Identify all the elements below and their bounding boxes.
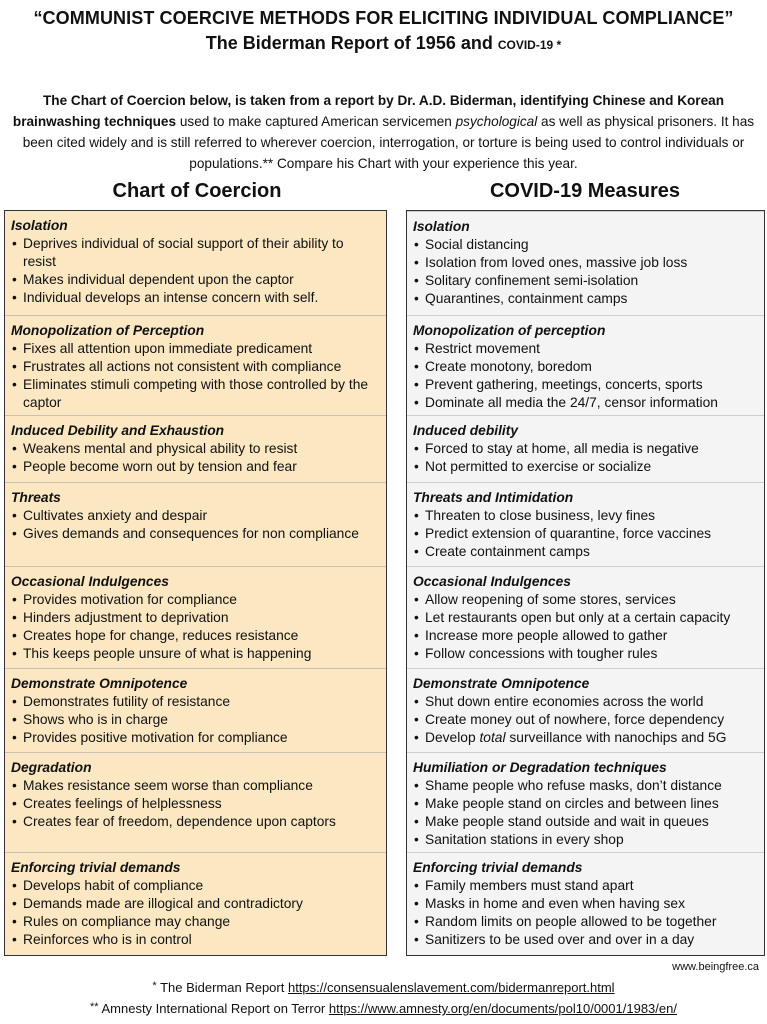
bullet-item: • Rules on compliance may change	[11, 913, 380, 931]
footnote-2-text: Amnesty International Report on Terror	[98, 1001, 329, 1016]
bullet-item: • Makes resistance seem worse than compliance	[11, 777, 380, 795]
bullet-item: • Weakens mental and physical ability to resist	[11, 440, 380, 458]
section-title: Induced Debility and Exhaustion	[11, 423, 225, 438]
bullet-item: • Allow reopening of some stores, services	[413, 591, 758, 609]
footnote-2-link[interactable]: https://www.amnesty.org/en/documents/pol10/0001/1983/en/	[328, 1001, 677, 1016]
footnote-1-text: The Biderman Report	[156, 980, 288, 995]
footnote-1-link[interactable]: https://consensualenslavement.com/bidermanreport.html	[287, 980, 615, 995]
bullet-item: • Reinforces who is in control	[11, 931, 380, 949]
left-section	[5, 415, 386, 476]
footnote-2-mark: **	[90, 1001, 99, 1013]
subtitle-main: The Biderman Report of 1956 and	[205, 33, 498, 53]
bullet-item: • Gives demands and consequences for non compliance	[11, 525, 380, 543]
bullet-item: • Demands made are illogical and contradictory	[11, 895, 380, 913]
bullet-item: • Dominate all media the 24/7, censor information	[413, 394, 758, 412]
bullet-item: • Family members must stand apart	[413, 877, 758, 895]
right-section	[407, 668, 764, 747]
section-title: Occasional Indulgences	[11, 574, 169, 589]
footnote-2	[0, 1001, 767, 1016]
bullet-list	[5, 507, 386, 543]
bullet-item: • Sanitation stations in every shop	[413, 831, 758, 849]
bullet-item: • Provides positive motivation for compliance	[11, 729, 380, 747]
bullet-item: • Shame people who refuse masks, don’t distance	[413, 777, 758, 795]
bullet-item: • Sanitizers to be used over and over in a day	[413, 931, 758, 949]
covid-measures-panel	[406, 210, 765, 956]
bullet-list	[5, 591, 386, 663]
section-title: Threats and Intimidation	[413, 490, 574, 505]
bullet-list	[5, 440, 386, 476]
bullet-item: • Make people stand outside and wait in queues	[413, 813, 758, 831]
intro-text-2: as well as physical prisoners. It has been cited widely and is still referred to wherever coercion, interrogation, or torture is being used to control individuals or populations.** Compare his Chart with your experience this year.	[22, 114, 755, 171]
bullet-item: • Eliminates stimuli competing with those controlled by the captor	[11, 376, 380, 412]
bullet-item: • Create money out of nowhere, force dependency	[413, 711, 758, 729]
left-section	[5, 211, 386, 307]
bullet-list	[407, 440, 764, 476]
right-section	[407, 315, 764, 412]
section-title: Enforcing trivial demands	[11, 860, 181, 875]
section-title: Isolation	[413, 219, 470, 234]
bullet-item: • This keeps people unsure of what is happening	[11, 645, 380, 663]
bullet-item: • Create containment camps	[413, 543, 758, 561]
right-section	[407, 482, 764, 561]
bullet-item: • Create monotony, boredom	[413, 358, 758, 376]
bullet-list	[407, 777, 764, 849]
bullet-item: • Frustrates all actions not consistent with compliance	[11, 358, 380, 376]
bullet-item: • Shut down entire economies across the world	[413, 693, 758, 711]
right-section	[407, 415, 764, 476]
bullet-item: • Forced to stay at home, all media is negative	[413, 440, 758, 458]
subtitle	[0, 33, 767, 54]
footnote-1	[0, 980, 767, 995]
intro-bold: The Chart of Coercion below, is taken from a report by Dr. A.D. Biderman, identifying Chinese and Korean brainwashing techniques	[12, 93, 725, 129]
right-section	[407, 752, 764, 849]
subtitle-covid: COVID-19	[497, 38, 554, 52]
bullet-item: • Demonstrates futility of resistance	[11, 693, 380, 711]
section-title: Induced debility	[413, 423, 519, 438]
section-title: Monopolization of perception	[413, 323, 606, 338]
bullet-item: • Develop total surveillance with nanochips and 5G	[413, 729, 758, 747]
bullet-item: • Follow concessions with tougher rules	[413, 645, 758, 663]
bullet-item: • Deprives individual of social support of their ability to resist	[11, 235, 380, 271]
bullet-item: • Shows who is in charge	[11, 711, 380, 729]
intro-italic: psychological	[455, 114, 538, 129]
section-title: Isolation	[11, 218, 68, 233]
left-section	[5, 752, 386, 831]
bullet-list	[407, 693, 764, 747]
bullet-item: • Random limits on people allowed to be together	[413, 913, 758, 931]
bullet-item: • Provides motivation for compliance	[11, 591, 380, 609]
subtitle-footnote-mark: *	[553, 38, 562, 52]
bullet-list	[5, 340, 386, 412]
left-section	[5, 315, 386, 412]
bullet-item: • Not permitted to exercise or socialize	[413, 458, 758, 476]
bullet-item: • Individual develops an intense concern with self.	[11, 289, 380, 307]
section-title: Humiliation or Degradation techniques	[413, 760, 667, 775]
section-title: Occasional Indulgences	[413, 574, 571, 589]
right-section	[407, 211, 764, 308]
bullet-item: • Increase more people allowed to gather	[413, 627, 758, 645]
bullet-item: • Hinders adjustment to deprivation	[11, 609, 380, 627]
bullet-item: • Prevent gathering, meetings, concerts, sports	[413, 376, 758, 394]
bullet-item: • Let restaurants open but only at a certain capacity	[413, 609, 758, 627]
bullet-list	[407, 507, 764, 561]
main-title: “COMMUNIST COERCIVE METHODS FOR ELICITING INDIVIDUAL COMPLIANCE”	[33, 8, 734, 28]
section-title: Demonstrate Omnipotence	[11, 676, 188, 691]
bullet-item: • Masks in home and even when having sex	[413, 895, 758, 913]
left-section	[5, 566, 386, 663]
bullet-item: • Quarantines, containment camps	[413, 290, 758, 308]
right-section	[407, 566, 764, 663]
bullet-item: • Restrict movement	[413, 340, 758, 358]
bullet-list	[407, 340, 764, 412]
bullet-list	[5, 877, 386, 949]
left-section	[5, 668, 386, 747]
bullet-item: • Makes individual dependent upon the captor	[11, 271, 380, 289]
intro-text-1: used to make captured American servicemen	[176, 114, 456, 129]
bullet-item: • Threaten to close business, levy fines	[413, 507, 758, 525]
bullet-item: • Creates fear of freedom, dependence upon captors	[11, 813, 380, 831]
intro-paragraph	[6, 90, 761, 174]
bullet-item: • Solitary confinement semi-isolation	[413, 272, 758, 290]
bullet-list	[407, 236, 764, 308]
section-title: Enforcing trivial demands	[413, 860, 583, 875]
left-section	[5, 852, 386, 949]
bullet-item: • Predict extension of quarantine, force vaccines	[413, 525, 758, 543]
bullet-item: • Creates feelings of helplessness	[11, 795, 380, 813]
left-column-heading: Chart of Coercion	[112, 180, 282, 202]
left-section	[5, 482, 386, 543]
bullet-item: • Isolation from loved ones, massive job loss	[413, 254, 758, 272]
bullet-item: • People become worn out by tension and fear	[11, 458, 380, 476]
section-title: Degradation	[11, 760, 92, 775]
footnote-1-mark: *	[152, 980, 157, 992]
section-title: Threats	[11, 490, 61, 505]
bullet-item: • Cultivates anxiety and despair	[11, 507, 380, 525]
bullet-list	[407, 877, 764, 949]
bullet-item: • Fixes all attention upon immediate predicament	[11, 340, 380, 358]
bullet-list	[5, 235, 386, 307]
bullet-item: • Social distancing	[413, 236, 758, 254]
bullet-list	[407, 591, 764, 663]
right-column-heading: COVID-19 Measures	[489, 180, 681, 202]
bullet-list	[5, 693, 386, 747]
website-credit: www.beingfree.ca	[672, 961, 759, 973]
coercion-chart-panel	[4, 210, 387, 956]
section-title: Monopolization of Perception	[11, 323, 205, 338]
bullet-list	[5, 777, 386, 831]
bullet-item: • Develops habit of compliance	[11, 877, 380, 895]
bullet-item: • Make people stand on circles and between lines	[413, 795, 758, 813]
right-section	[407, 852, 764, 949]
section-title: Demonstrate Omnipotence	[413, 676, 590, 691]
bullet-item: • Creates hope for change, reduces resistance	[11, 627, 380, 645]
